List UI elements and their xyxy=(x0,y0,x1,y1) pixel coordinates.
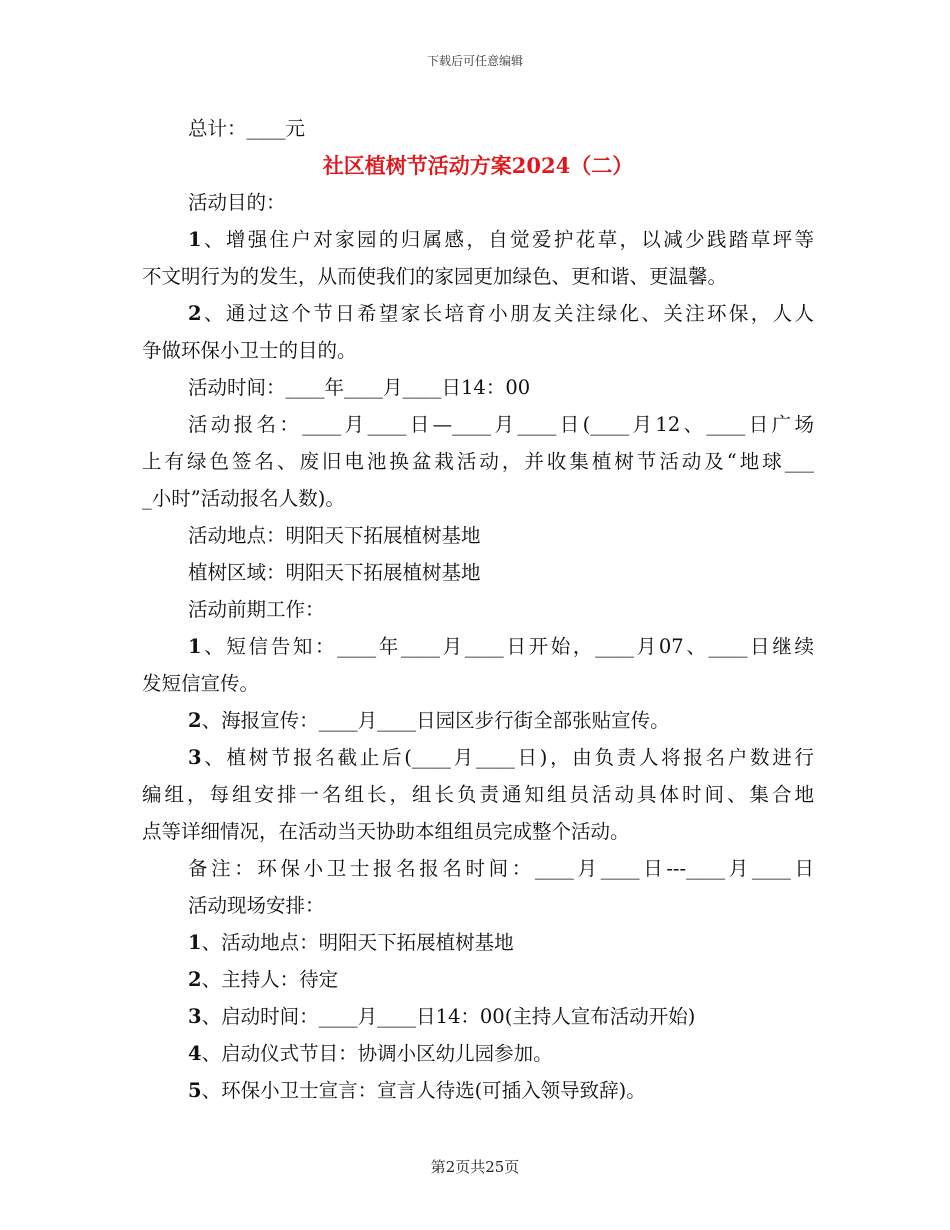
paragraph-line xyxy=(142,961,814,998)
line-text: 、活动地点：明阳天下拓展植树基地 xyxy=(201,931,514,954)
list-number: 2 xyxy=(188,968,202,991)
paragraph-line xyxy=(142,184,814,221)
paragraph-line xyxy=(142,887,814,924)
paragraph-line xyxy=(142,110,814,147)
line-text: 活动现场安排： xyxy=(188,894,325,917)
line-text: 点等详细情况，在活动当天协助本组组员完成整个活动。 xyxy=(142,820,630,843)
line-text: 争做环保小卫士的目的。 xyxy=(142,339,357,362)
paragraph-line xyxy=(142,332,814,369)
paragraph-line xyxy=(142,776,814,813)
paragraph-line xyxy=(142,295,814,332)
paragraph-line xyxy=(142,850,814,887)
list-number: 1 xyxy=(188,635,202,658)
list-number: 2 xyxy=(188,709,202,732)
line-text: 编组，每组安排一名组长，组长负责通知组员活动具体时间、集合地 xyxy=(142,783,814,806)
line-text: 、增强住户对家园的归属感，自觉爱护花草，以减少践踏草坪等 xyxy=(201,228,814,251)
page-header: 下载后可任意编辑 xyxy=(426,54,523,68)
line-text: 活动目的： xyxy=(188,191,286,214)
list-number: 1 xyxy=(188,931,202,954)
line-text: 总计：____元 xyxy=(188,117,306,140)
line-text: 、环保小卫士宣言：宣言人待选(可插入领导致辞)。 xyxy=(201,1079,646,1102)
list-number: 5 xyxy=(188,1079,202,1102)
list-number: 3 xyxy=(188,1005,202,1028)
page-footer: 第2页共25页 xyxy=(430,1158,520,1176)
line-text: 、启动仪式节目：协调小区幼儿园参加。 xyxy=(201,1042,553,1065)
paragraph-line xyxy=(142,369,814,406)
paragraph-line xyxy=(142,517,814,554)
paragraph-line xyxy=(142,1072,814,1109)
paragraph-line xyxy=(142,221,814,258)
paragraph-line xyxy=(142,628,814,665)
list-number: 1 xyxy=(188,228,202,251)
line-text: 上有绿色签名、废旧电池换盆栽活动，并收集植树节活动及“地球___ xyxy=(142,450,814,473)
paragraph-line xyxy=(142,443,814,480)
line-text: 活动地点：明阳天下拓展植树基地 xyxy=(188,524,481,547)
paragraph-line xyxy=(142,406,814,443)
paragraph-line xyxy=(142,998,814,1035)
line-text: 植树区域：明阳天下拓展植树基地 xyxy=(188,561,481,584)
paragraph-line xyxy=(142,258,814,295)
line-text: 活动时间：____年____月____日14：00 xyxy=(188,376,531,399)
paragraph-line xyxy=(142,702,814,739)
line-text: 、通过这个节日希望家长培育小朋友关注绿化、关注环保，人人 xyxy=(201,302,814,325)
line-text: 、植树节报名截止后(____月____日)，由负责人将报名户数进行 xyxy=(201,746,814,769)
list-number: 4 xyxy=(188,1042,202,1065)
line-text: 、主持人：待定 xyxy=(201,968,339,991)
list-number: 3 xyxy=(188,746,202,769)
line-text: 不文明行为的发生，从而使我们的家园更加绿色、更和谐、更温馨。 xyxy=(142,265,728,288)
line-text: _小时”活动报名人数)。 xyxy=(142,487,345,510)
line-text: 活动前期工作： xyxy=(188,598,325,621)
paragraph-line xyxy=(142,739,814,776)
line-text: 备注：环保小卫士报名报名时间：____月____日---____月____日 xyxy=(188,857,814,880)
line-text: 、短信告知：____年____月____日开始，____月07、____日继续 xyxy=(201,635,814,658)
line-text: 、启动时间：____月____日14：00(主持人宣布活动开始) xyxy=(201,1005,696,1028)
line-text: 活动报名：____月____日—____月____日(____月12、____日广场 xyxy=(188,413,814,436)
paragraph-line xyxy=(142,591,814,628)
list-number: 2 xyxy=(188,302,202,325)
paragraph-line xyxy=(142,554,814,591)
paragraph-line xyxy=(142,480,814,517)
paragraph-line xyxy=(142,665,814,702)
line-text: 发短信宣传。 xyxy=(142,672,260,695)
line-text: 、海报宣传：____月____日园区步行街全部张贴宣传。 xyxy=(201,709,670,732)
document-title: 社区植树节活动方案2024（二） xyxy=(322,153,634,178)
paragraph-line xyxy=(142,924,814,961)
paragraph-line xyxy=(142,813,814,850)
document-body xyxy=(142,110,814,1109)
paragraph-line xyxy=(142,1035,814,1072)
